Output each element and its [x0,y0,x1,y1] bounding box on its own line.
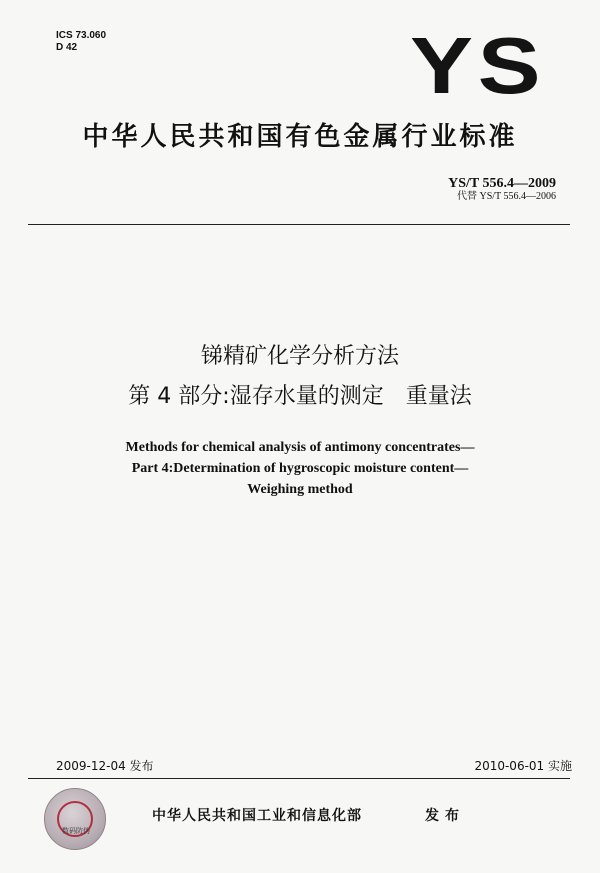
bottom-divider [28,778,570,779]
ics-code: ICS 73.060 [56,30,107,41]
cn-title-line-1: 锑精矿化学分析方法 [200,344,399,369]
seal-label: 数码防伪 [62,827,90,835]
en-title-line-2: Part 4:Determination of hygroscopic moisture content— [131,461,469,476]
cn-title-line-2: 第 4 部分:湿存水量的测定 重量法 [128,384,472,409]
anti-counterfeit-seal-icon [44,788,106,850]
en-title-line-3: Weighing method [247,482,353,497]
standard-title: 中华人民共和国有色金属行业标准 [82,122,518,152]
replaces-code: 代替 YS/T 556.4—2006 [457,191,556,202]
issuer-name: 中华人民共和国工业和信息化部 [152,808,362,824]
standard-code: YS/T 556.4—2009 [448,176,556,191]
en-title-line-1: Methods for chemical analysis of antimony concentrates— [125,440,475,455]
implementation-date: 2010-06-01 实施 [474,759,572,773]
top-divider [28,224,570,225]
issue-date: 2009-12-04 发布 [56,759,154,773]
ys-logo: YS [410,21,546,110]
classification-code: D 42 [56,42,78,53]
publish-label: 发布 [425,808,465,824]
